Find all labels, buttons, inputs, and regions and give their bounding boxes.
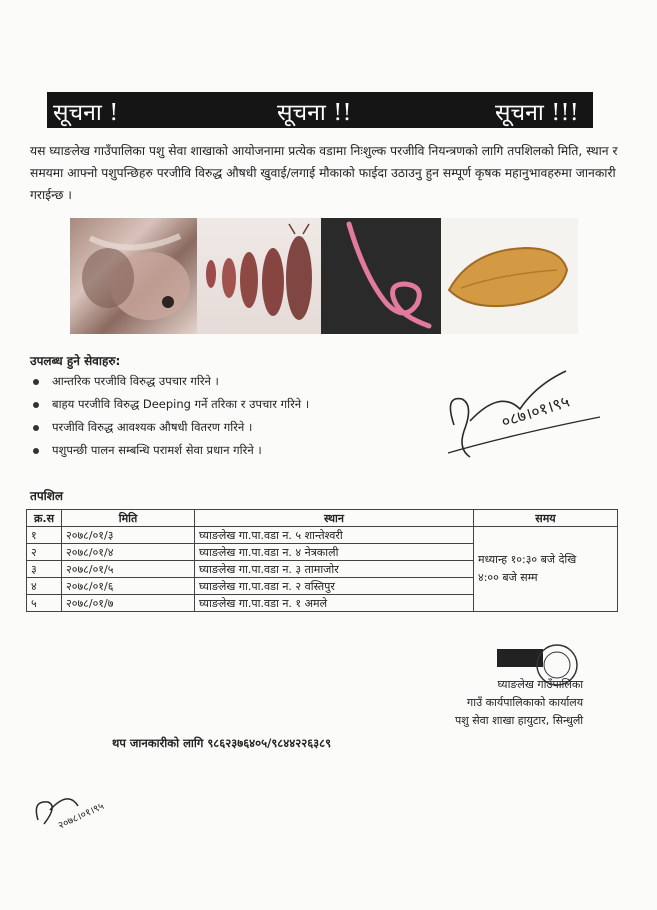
place-cell: घ्याङलेख गा.पा.वडा न. १ अमले <box>195 595 474 612</box>
table-header-row <box>27 510 618 527</box>
col-time: समय <box>474 510 618 527</box>
cow-photo <box>70 218 197 334</box>
office-line-2: गाउँ कार्यपालिकाको कार्यालय <box>467 696 584 709</box>
ticks-photo <box>197 218 321 334</box>
serial-cell: २ <box>27 544 62 561</box>
services-list <box>30 374 309 466</box>
place-cell: घ्याङलेख गा.पा.वडा न. ३ तामाजोर <box>195 561 474 578</box>
table-row <box>27 527 618 544</box>
service-item: परजीवि विरुद्ध आवश्यक औषधी वितरण गरिने । <box>30 420 309 443</box>
col-serial: क्र.स <box>27 510 62 527</box>
notice-heading-1: सूचना ! <box>53 100 119 126</box>
services-heading: उपलब्ध हुने सेवाहरु: <box>30 354 121 368</box>
date-cell: २०७८/०१/४ <box>62 544 195 561</box>
col-place: स्थान <box>195 510 474 527</box>
notice-heading-3: सूचना !!! <box>495 100 579 126</box>
notice-heading-2: सूचना !! <box>277 100 352 126</box>
place-cell: घ्याङलेख गा.पा.वडा न. ४ नेत्रकाली <box>195 544 474 561</box>
schedule-table <box>26 509 618 612</box>
office-address <box>455 676 583 730</box>
date-cell: २०७८/०१/५ <box>62 561 195 578</box>
intro-paragraph: यस घ्याङलेख गाउँपालिका पशु सेवा शाखाको आयोजनामा प्रत्येक वडामा निःशुल्क परजीवि नियन्त्रणको लागि तपशिलको मिति, स्थान र समयमा आफ्नो पशुपन्छिहरु परजीवि विरुद्ध औषधी खुवाई/लगाई मौकाको फाईदा उठाउनु हुन सम्पूर्ण कृषक महानुभावहरुमा जानकारी गराईन्छ । <box>30 144 618 202</box>
signature-date: ०८७।०१।९५ <box>498 391 572 432</box>
service-item: बाहय परजीवि विरुद्ध Deeping गर्ने तरिका र उपचार गरिने । <box>30 397 309 420</box>
bottom-initial-date: २०७८।०१।९५ <box>56 800 106 832</box>
service-item: पशुपन्छी पालन सम्बन्धि परामर्श सेवा प्रधान गरिने । <box>30 443 309 466</box>
office-line-3: पशु सेवा शाखा हायुटार, सिन्धुली <box>455 714 584 727</box>
parasite-photos <box>70 218 578 334</box>
serial-cell: ४ <box>27 578 62 595</box>
contact-numbers: थप जानकारीको लागि ९८६२३७६४०५/९८४४२२६३८९ <box>112 736 332 750</box>
time-cell <box>474 527 618 612</box>
notice-banner <box>47 92 593 128</box>
serial-cell: ३ <box>27 561 62 578</box>
date-cell: २०७८/०१/७ <box>62 595 195 612</box>
date-cell: २०७८/०१/६ <box>62 578 195 595</box>
time-start: मध्यान्ह १०:३० बजे देखि <box>478 553 577 566</box>
place-cell: घ्याङलेख गा.पा.वडा न. २ वस्तिपुर <box>195 578 474 595</box>
office-line-1: घ्याङलेख गाउँपालिका <box>497 678 584 691</box>
time-end: ४:०० बजे सम्म <box>478 571 538 584</box>
place-cell: घ्याङलेख गा.पा.वडा न. ५ शान्तेश्वरी <box>195 527 474 544</box>
service-item: आन्तरिक परजीवि विरुद्ध उपचार गरिने । <box>30 374 309 397</box>
roundworm-photo <box>321 218 441 334</box>
serial-cell: ५ <box>27 595 62 612</box>
col-date: मिति <box>62 510 195 527</box>
date-cell: २०७८/०१/३ <box>62 527 195 544</box>
schedule-heading: तपशिल <box>30 489 64 503</box>
liver-fluke-photo <box>441 218 578 334</box>
serial-cell: १ <box>27 527 62 544</box>
